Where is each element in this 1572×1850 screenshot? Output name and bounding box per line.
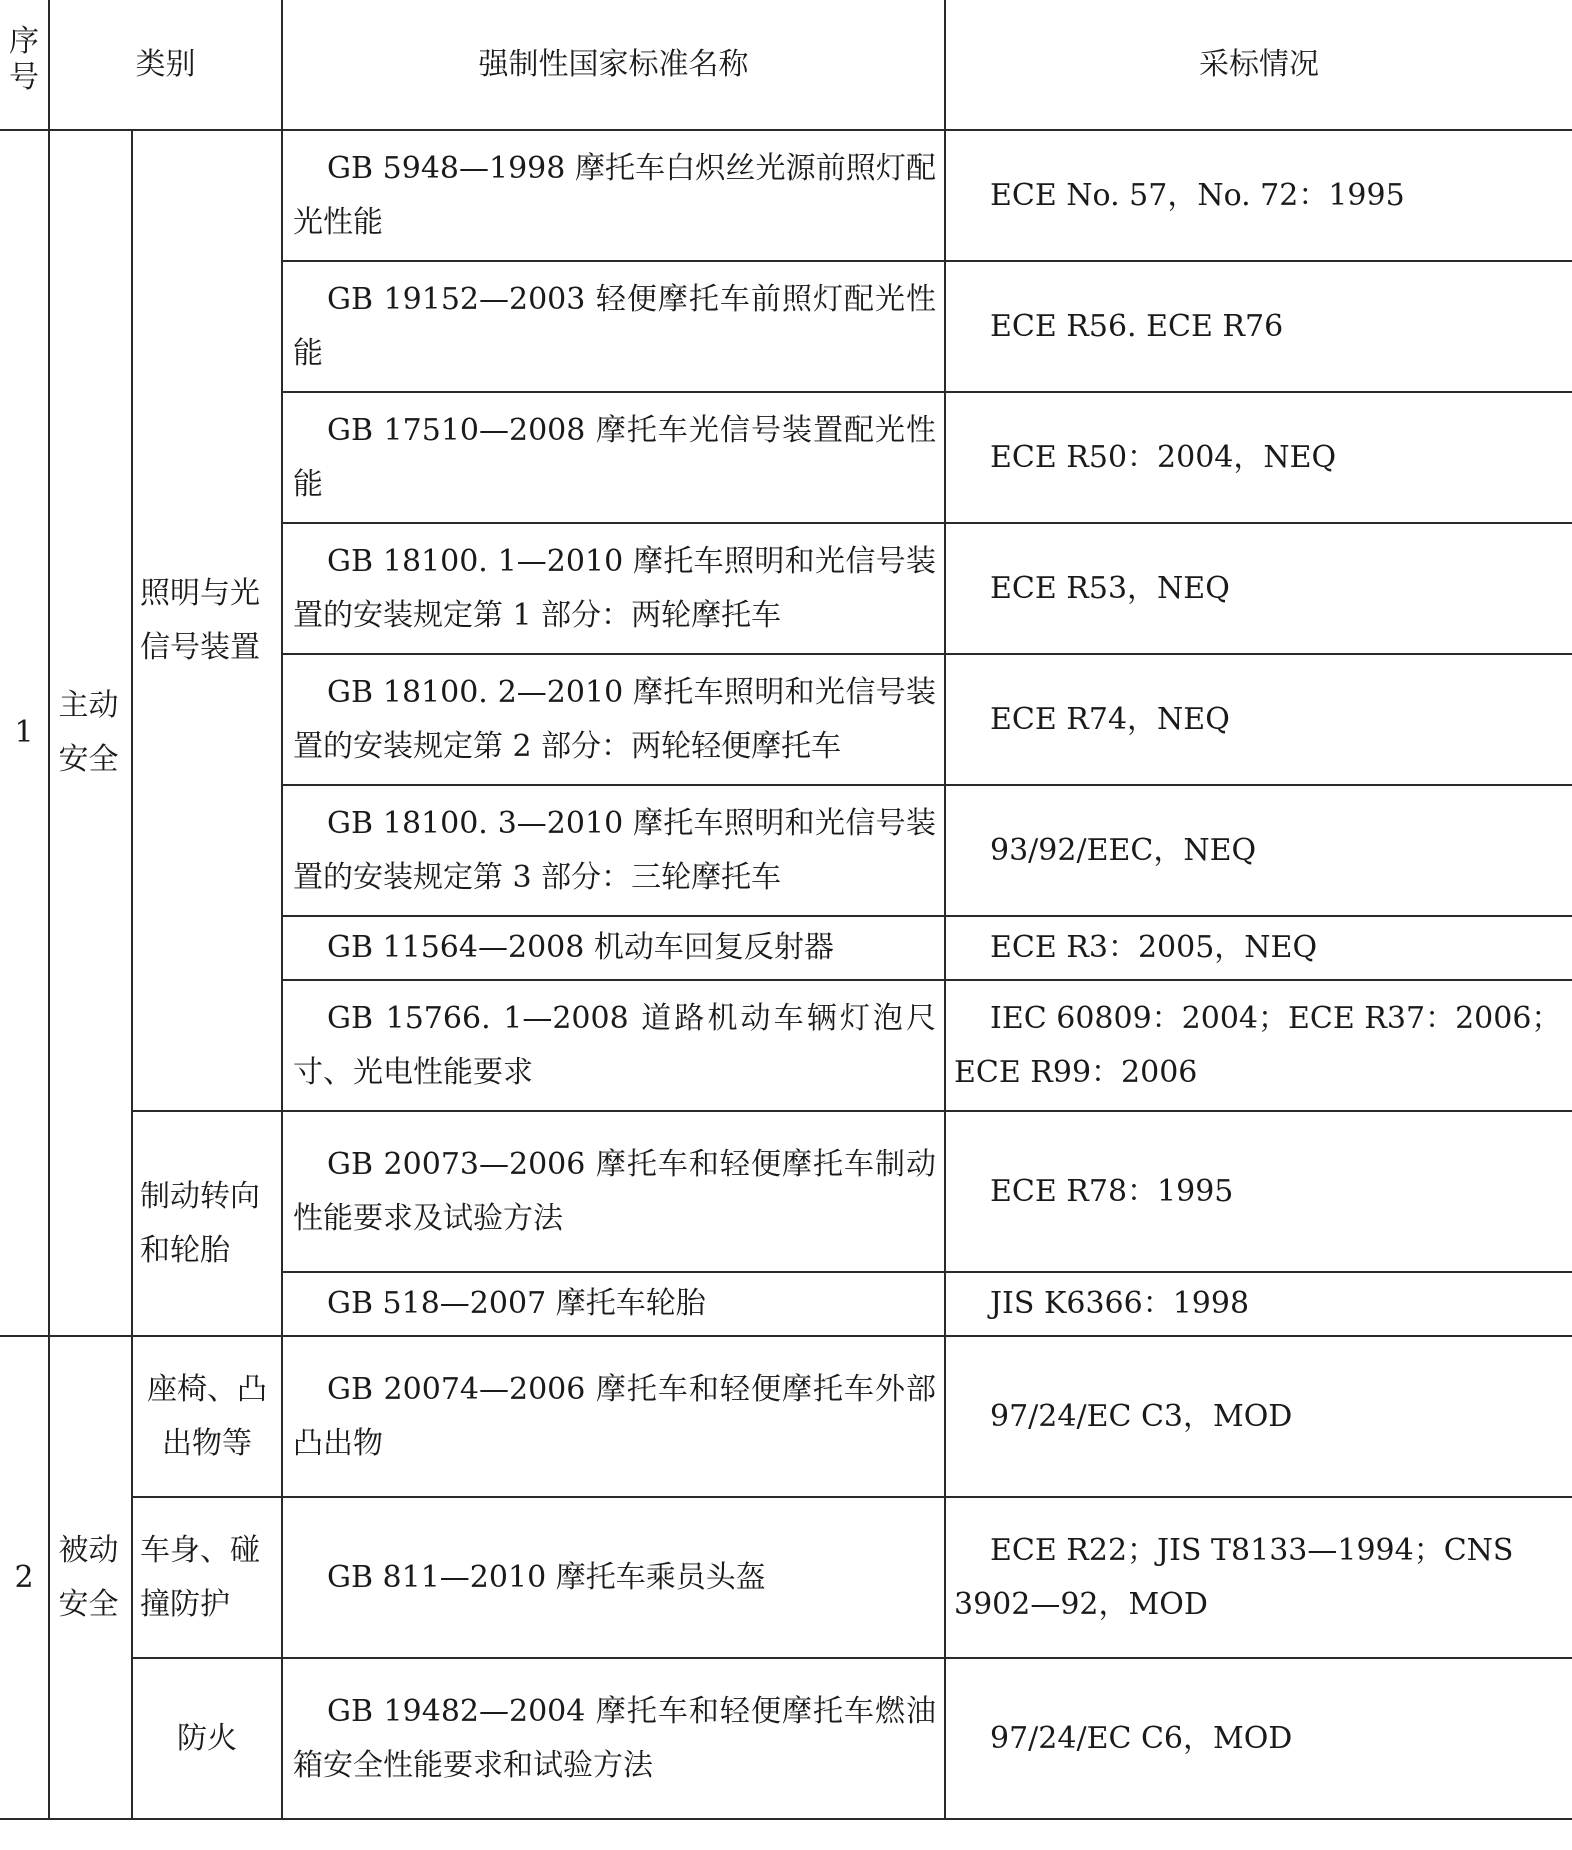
group-no: 1 — [0, 130, 49, 1336]
table-row — [0, 1336, 1572, 1497]
subgroup-name: 座椅、凸出物等 — [132, 1336, 282, 1497]
group-category: 被动安全 — [49, 1336, 132, 1819]
standard-name: GB 17510—2008 摩托车光信号装置配光性能 — [282, 392, 945, 523]
table-row — [0, 1111, 1572, 1272]
adoption-status: ECE R3：2005，NEQ — [945, 916, 1572, 980]
adoption-status: ECE No. 57，No. 72：1995 — [945, 130, 1572, 261]
subgroup-name: 防火 — [132, 1658, 282, 1819]
header-no: 序号 — [0, 0, 49, 130]
standard-name: GB 19482—2004 摩托车和轻便摩托车燃油箱安全性能要求和试验方法 — [282, 1658, 945, 1819]
standard-name: GB 19152—2003 轻便摩托车前照灯配光性能 — [282, 261, 945, 392]
adoption-status: ECE R74，NEQ — [945, 654, 1572, 785]
standard-name: GB 18100. 1—2010 摩托车照明和光信号装置的安装规定第 1 部分：两轮摩托车 — [282, 523, 945, 654]
standard-name: GB 15766. 1—2008 道路机动车辆灯泡尺寸、光电性能要求 — [282, 980, 945, 1111]
adoption-status: ECE R78：1995 — [945, 1111, 1572, 1272]
table-row — [0, 1658, 1572, 1819]
header-standard: 强制性国家标准名称 — [282, 0, 945, 130]
subgroup-name: 照明与光信号装置 — [132, 130, 282, 1111]
adoption-status: ECE R56. ECE R76 — [945, 261, 1572, 392]
standard-name: GB 18100. 2—2010 摩托车照明和光信号装置的安装规定第 2 部分：两轮轻便摩托车 — [282, 654, 945, 785]
group-category: 主动安全 — [49, 130, 132, 1336]
table-row — [0, 1497, 1572, 1658]
standard-name: GB 518—2007 摩托车轮胎 — [282, 1272, 945, 1336]
header-adoption: 采标情况 — [945, 0, 1572, 130]
standard-name: GB 11564—2008 机动车回复反射器 — [282, 916, 945, 980]
adoption-status: ECE R22；JIS T8133—1994；CNS 3902—92，MOD — [945, 1497, 1572, 1658]
adoption-status: 93/92/EEC，NEQ — [945, 785, 1572, 916]
table-row — [0, 130, 1572, 261]
adoption-status: ECE R53，NEQ — [945, 523, 1572, 654]
subgroup-name: 车身、碰撞防护 — [132, 1497, 282, 1658]
standard-name: GB 18100. 3—2010 摩托车照明和光信号装置的安装规定第 3 部分：三轮摩托车 — [282, 785, 945, 916]
subgroup-name: 制动转向和轮胎 — [132, 1111, 282, 1336]
standard-name: GB 20073—2006 摩托车和轻便摩托车制动性能要求及试验方法 — [282, 1111, 945, 1272]
adoption-status: 97/24/EC C3，MOD — [945, 1336, 1572, 1497]
adoption-status: ECE R50：2004，NEQ — [945, 392, 1572, 523]
group-no: 2 — [0, 1336, 49, 1819]
standard-name: GB 20074—2006 摩托车和轻便摩托车外部凸出物 — [282, 1336, 945, 1497]
adoption-status: JIS K6366：1998 — [945, 1272, 1572, 1336]
standard-name: GB 811—2010 摩托车乘员头盔 — [282, 1497, 945, 1658]
header-row — [0, 0, 1572, 130]
adoption-status: IEC 60809：2004；ECE R37：2006；ECE R99：2006 — [945, 980, 1572, 1111]
standard-name: GB 5948—1998 摩托车白炽丝光源前照灯配光性能 — [282, 130, 945, 261]
adoption-status: 97/24/EC C6，MOD — [945, 1658, 1572, 1819]
header-category: 类别 — [49, 0, 282, 130]
